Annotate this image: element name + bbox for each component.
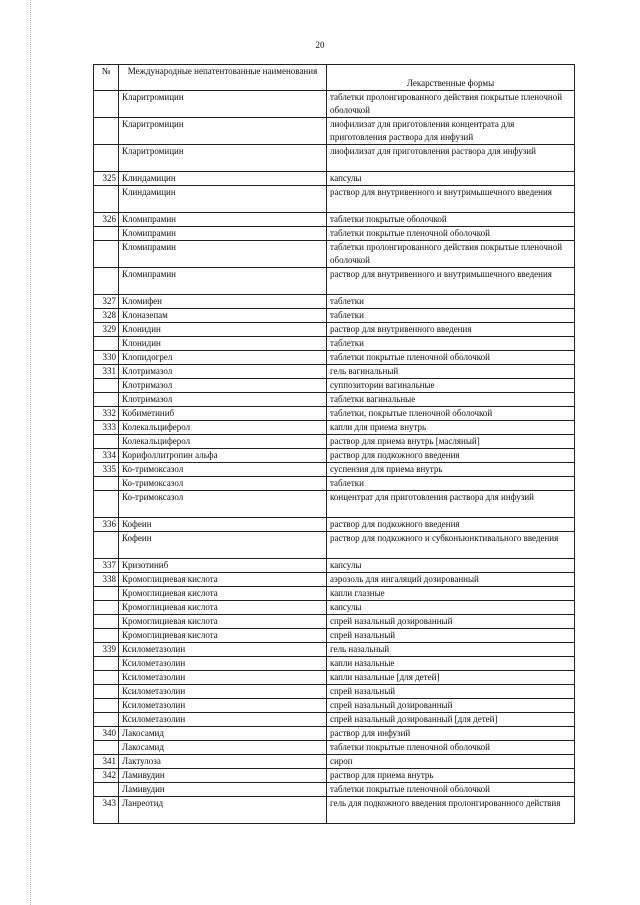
row-drug-name: Корифоллитропин альфа (119, 449, 327, 463)
row-number: 329 (94, 323, 119, 337)
page-number: 20 (315, 40, 325, 50)
row-drug-name: Ламивудин (119, 769, 327, 783)
table-row (94, 755, 575, 769)
row-number: 332 (94, 407, 119, 421)
row-number (94, 227, 119, 241)
row-dosage-form: капли глазные (327, 587, 575, 601)
row-number: 333 (94, 421, 119, 435)
table-row (94, 393, 575, 407)
row-drug-name: Клопидогрел (119, 351, 327, 365)
row-number (94, 587, 119, 601)
table-row (94, 491, 575, 518)
row-dosage-form: таблетки пролонгированного действия покрытые пленочной оболочкой (327, 91, 575, 118)
row-number (94, 685, 119, 699)
row-number (94, 491, 119, 518)
row-number: 341 (94, 755, 119, 769)
table-row (94, 657, 575, 671)
table-row (94, 379, 575, 393)
row-dosage-form: раствор для внутривенного и внутримышечного введения (327, 186, 575, 213)
row-number (94, 657, 119, 671)
row-drug-name: Кломифен (119, 295, 327, 309)
table-row (94, 227, 575, 241)
table-row (94, 421, 575, 435)
row-number: 334 (94, 449, 119, 463)
drug-forms-table (93, 64, 575, 824)
table-row (94, 727, 575, 741)
table-row (94, 435, 575, 449)
row-number (94, 477, 119, 491)
row-drug-name: Клиндамицин (119, 186, 327, 213)
row-dosage-form: лиофилизат для приготовления раствора для инфузий (327, 145, 575, 172)
table-row (94, 241, 575, 268)
row-drug-name: Клонидин (119, 323, 327, 337)
table-row (94, 91, 575, 118)
row-number: 325 (94, 172, 119, 186)
row-drug-name: Клоназепам (119, 309, 327, 323)
row-dosage-form: таблетки покрытые пленочной оболочкой (327, 227, 575, 241)
row-dosage-form: концентрат для приготовления раствора для инфузий (327, 491, 575, 518)
row-dosage-form: таблетки покрытые пленочной оболочкой (327, 741, 575, 755)
row-dosage-form: капли для приема внутрь (327, 421, 575, 435)
row-dosage-form: спрей назальный дозированный [для детей] (327, 713, 575, 727)
row-dosage-form: гель вагинальный (327, 365, 575, 379)
table-row (94, 615, 575, 629)
header-form (327, 65, 575, 91)
row-drug-name: Кофеин (119, 518, 327, 532)
row-number (94, 532, 119, 559)
row-dosage-form: спрей назальный дозированный (327, 699, 575, 713)
row-number (94, 435, 119, 449)
row-number: 340 (94, 727, 119, 741)
row-drug-name: Ксилометазолин (119, 671, 327, 685)
row-drug-name: Кофеин (119, 532, 327, 559)
row-number: 336 (94, 518, 119, 532)
table-row (94, 309, 575, 323)
row-dosage-form: спрей назальный дозированный (327, 615, 575, 629)
row-dosage-form: гель назальный (327, 643, 575, 657)
row-drug-name: Кромоглициевая кислота (119, 601, 327, 615)
row-drug-name: Ксилометазолин (119, 657, 327, 671)
row-number: 335 (94, 463, 119, 477)
row-drug-name: Клиндамицин (119, 172, 327, 186)
row-number (94, 337, 119, 351)
row-drug-name: Ко-тримоксазол (119, 491, 327, 518)
row-dosage-form: капли назальные (327, 657, 575, 671)
row-dosage-form: таблетки покрытые пленочной оболочкой (327, 783, 575, 797)
row-dosage-form: аэрозоль для ингаляций дозированный (327, 573, 575, 587)
table-row (94, 295, 575, 309)
row-dosage-form: таблетки покрытые пленочной оболочкой (327, 351, 575, 365)
row-number: 343 (94, 797, 119, 824)
row-drug-name: Кризотиниб (119, 559, 327, 573)
row-drug-name: Лакосамид (119, 727, 327, 741)
row-dosage-form: таблетки (327, 309, 575, 323)
row-number: 342 (94, 769, 119, 783)
row-drug-name: Кларитромицин (119, 145, 327, 172)
row-dosage-form: капли назальные [для детей] (327, 671, 575, 685)
row-drug-name: Ко-тримоксазол (119, 463, 327, 477)
table-row (94, 559, 575, 573)
row-number (94, 393, 119, 407)
table-row (94, 601, 575, 615)
row-dosage-form: таблетки пролонгированного действия покрытые пленочной оболочкой (327, 241, 575, 268)
header-name-label: Международные непатентованные наименования (127, 66, 318, 76)
row-drug-name: Колекальциферол (119, 421, 327, 435)
table-row (94, 629, 575, 643)
table-row (94, 797, 575, 824)
table-row (94, 518, 575, 532)
table-row (94, 643, 575, 657)
row-dosage-form: сироп (327, 755, 575, 769)
table-row (94, 532, 575, 559)
row-drug-name: Кломипрамин (119, 213, 327, 227)
row-dosage-form: капсулы (327, 601, 575, 615)
row-dosage-form: раствор для подкожного введения (327, 449, 575, 463)
table-row (94, 172, 575, 186)
table-row (94, 449, 575, 463)
row-dosage-form: таблетки покрытые оболочкой (327, 213, 575, 227)
row-number (94, 186, 119, 213)
table-row (94, 463, 575, 477)
table-row (94, 407, 575, 421)
row-drug-name: Ксилометазолин (119, 643, 327, 657)
row-dosage-form: капсулы (327, 559, 575, 573)
row-number (94, 268, 119, 295)
row-dosage-form: капсулы (327, 172, 575, 186)
row-drug-name: Кларитромицин (119, 118, 327, 145)
row-number (94, 241, 119, 268)
row-dosage-form: суппозитории вагинальные (327, 379, 575, 393)
row-dosage-form: раствор для приема внутрь (327, 769, 575, 783)
table-row (94, 365, 575, 379)
row-drug-name: Кромоглициевая кислота (119, 615, 327, 629)
row-drug-name: Кромоглициевая кислота (119, 629, 327, 643)
row-drug-name: Ксилометазолин (119, 685, 327, 699)
row-drug-name: Кромоглициевая кислота (119, 573, 327, 587)
row-number: 331 (94, 365, 119, 379)
table-row (94, 118, 575, 145)
row-dosage-form: таблетки, покрытые пленочной оболочкой (327, 407, 575, 421)
row-number (94, 145, 119, 172)
row-drug-name: Лактулоза (119, 755, 327, 769)
row-number (94, 601, 119, 615)
row-drug-name: Клотримазол (119, 393, 327, 407)
table-row (94, 186, 575, 213)
row-number (94, 783, 119, 797)
table-row (94, 587, 575, 601)
row-dosage-form: таблетки вагинальные (327, 393, 575, 407)
row-drug-name: Кларитромицин (119, 91, 327, 118)
row-drug-name: Ксилометазолин (119, 713, 327, 727)
table-row (94, 145, 575, 172)
table-row (94, 741, 575, 755)
row-dosage-form: гель для подкожного введения пролонгированного действия (327, 797, 575, 824)
row-drug-name: Колекальциферол (119, 435, 327, 449)
table-row (94, 337, 575, 351)
header-number: № (94, 65, 119, 91)
row-number: 337 (94, 559, 119, 573)
header-name (119, 65, 327, 91)
row-number (94, 741, 119, 755)
row-drug-name: Ламивудин (119, 783, 327, 797)
table-row (94, 713, 575, 727)
row-drug-name: Кромоглициевая кислота (119, 587, 327, 601)
row-drug-name: Клонидин (119, 337, 327, 351)
row-dosage-form: спрей назальный (327, 629, 575, 643)
row-dosage-form: раствор для приема внутрь [масляный] (327, 435, 575, 449)
row-number: 338 (94, 573, 119, 587)
table-row (94, 213, 575, 227)
row-drug-name: Кобиметиниб (119, 407, 327, 421)
row-dosage-form: раствор для подкожного введения (327, 518, 575, 532)
header-form-label: Лекарственные формы (406, 78, 495, 88)
row-dosage-form: раствор для внутривенного и внутримышечного введения (327, 268, 575, 295)
table-row (94, 573, 575, 587)
row-dosage-form: раствор для подкожного и субконъюнктивального введения (327, 532, 575, 559)
row-number: 339 (94, 643, 119, 657)
table-row (94, 783, 575, 797)
row-number (94, 118, 119, 145)
row-number: 330 (94, 351, 119, 365)
row-number: 326 (94, 213, 119, 227)
row-number: 328 (94, 309, 119, 323)
row-drug-name: Кломипрамин (119, 241, 327, 268)
row-drug-name: Ксилометазолин (119, 699, 327, 713)
row-number (94, 91, 119, 118)
table-row (94, 769, 575, 783)
row-dosage-form: лиофилизат для приготовления концентрата для приготовления раствора для инфузий (327, 118, 575, 145)
row-drug-name: Кломипрамин (119, 227, 327, 241)
table-row (94, 323, 575, 337)
row-number (94, 629, 119, 643)
left-margin-line (30, 0, 31, 905)
row-drug-name: Кломипрамин (119, 268, 327, 295)
row-number: 327 (94, 295, 119, 309)
row-number (94, 379, 119, 393)
row-dosage-form: раствор для инфузий (327, 727, 575, 741)
row-number (94, 699, 119, 713)
row-drug-name: Клотримазол (119, 379, 327, 393)
table-header-row (94, 65, 575, 91)
row-number (94, 671, 119, 685)
row-dosage-form: таблетки (327, 477, 575, 491)
table-row (94, 699, 575, 713)
table-row (94, 685, 575, 699)
row-drug-name: Лакосамид (119, 741, 327, 755)
row-drug-name: Ко-тримоксазол (119, 477, 327, 491)
table-body (94, 91, 575, 824)
table-row (94, 671, 575, 685)
row-drug-name: Ланреотид (119, 797, 327, 824)
row-dosage-form: таблетки (327, 295, 575, 309)
row-dosage-form: раствор для внутривенного введения (327, 323, 575, 337)
table-row (94, 268, 575, 295)
table-row (94, 477, 575, 491)
row-dosage-form: таблетки (327, 337, 575, 351)
row-dosage-form: спрей назальный (327, 685, 575, 699)
row-number (94, 713, 119, 727)
row-number (94, 615, 119, 629)
table-row (94, 351, 575, 365)
row-dosage-form: суспензия для приема внутрь (327, 463, 575, 477)
row-drug-name: Клотримазол (119, 365, 327, 379)
